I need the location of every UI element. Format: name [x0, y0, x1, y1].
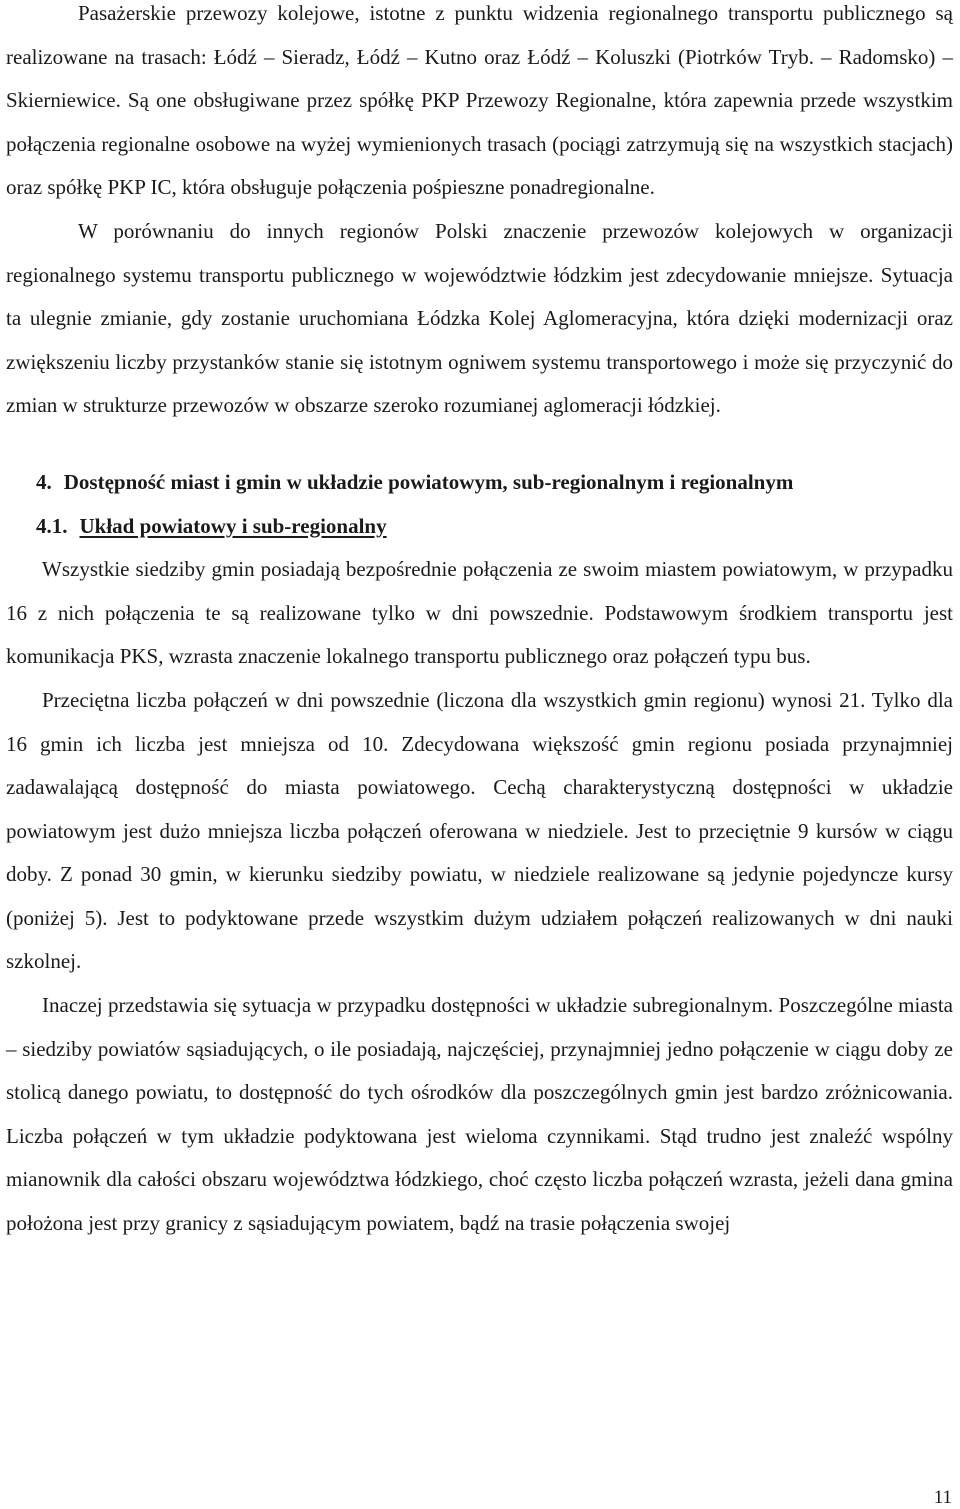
paragraph-rail-comparison: W porównaniu do innych regionów Polski znaczenie przewozów kolejowych w organizacji regionalnego systemu transportu publicznego w województwie łódzkim jest zdecydowanie mniejsze. Sytuacja ta ulegnie zmianie, gdy zostanie uruchomiana Łódzka Kolej Aglomeracyjna, która dzięki modernizacji oraz zwiększeniu liczby przystanków stanie się istotnym ogniwem systemu transportowego i może się przyczynić do zmian w strukturze przewozów w obszarze szeroko rozumianej aglomeracji łódzkiej. [6, 218, 953, 418]
section-title: Dostępność miast i gmin w układzie powiatowym, sub-regionalnym i regionalnym [63, 469, 794, 494]
section-heading [6, 461, 953, 505]
paragraph-average-connections: Przeciętna liczba połączeń w dni powszednie (liczona dla wszystkich gmin regionu) wynosi 21. Tylko dla 16 gmin ich liczba jest mniejsza od 10. Zdecydowana większość gmin regionu posiada przynajmniej zadawalającą dostępność do miasta powiatowego. Cechą charakterystyczną dostępności w układzie powiatowym jest dużo mniejsza liczba połączeń oferowana w niedziele. Jest to przeciętnie 9 kursów w ciągu doby. Z ponad 30 gmin, w kierunku siedziby powiatu, w niedziele realizowane są jedynie pojedyncze kursy (poniżej 5). Jest to podyktowane przede wszystkim dużym udziałem połączeń realizowanych w dni nauki szkolnej. [6, 687, 953, 974]
paragraph-rail-transport: Pasażerskie przewozy kolejowe, istotne z punktu widzenia regionalnego transportu publicznego są realizowane na trasach: Łódź – Sieradz, Łódź – Kutno oraz Łódź – Koluszki (Piotrków Tryb. – Radomsko) – Skierniewice. Są one obsługiwane przez spółkę PKP Przewozy Regionalne, która zapewnia przede wszystkim połączenia regionalne osobowe na wyżej wymienionych trasach (pociągi zatrzymują się na wszystkich stacjach) oraz spółkę PKP IC, która obsługuje połączenia pośpieszne ponadregionalne. [6, 1, 953, 200]
subsection-title: Układ powiatowy i sub-regionalny [79, 513, 387, 538]
page-number: 11 [933, 1487, 952, 1508]
subsection-number: 4.1. [36, 513, 68, 538]
subsection-heading [6, 505, 953, 549]
paragraph-subregional-accessibility: Inaczej przedstawia się sytuacja w przypadku dostępności w układzie subregionalnym. Poszczególne miasta – siedziby powiatów sąsiadujących, o ile posiadają, najczęściej, przynajmniej jedno połączenie w ciągu doby ze stolicą danego powiatu, to dostępność do tych ośrodków dla poszczególnych gmin jest bardzo zróżnicowania. Liczba połączeń w tym układzie podyktowana jest wieloma czynnikami. Stąd trudno jest znaleźć wspólny mianownik dla całości obszaru województwa łódzkiego, choć często liczba połączeń wzrasta, jeżeli dana gmina położona jest przy granicy z sąsiadującym powiatem, bądź na trasie połączenia swojej [6, 993, 953, 1236]
paragraph-county-connections: Wszystkie siedziby gmin posiadają bezpośrednie połączenia ze swoim miastem powiatowym, w przypadku 16 z nich połączenia te są realizowane tylko w dni powszednie. Podstawowym środkiem transportu jest komunikacja PKS, wzrasta znaczenie lokalnego transportu publicznego oraz połączeń typu bus. [6, 557, 953, 669]
document-page [6, 0, 953, 1246]
section-number: 4. [36, 469, 52, 494]
